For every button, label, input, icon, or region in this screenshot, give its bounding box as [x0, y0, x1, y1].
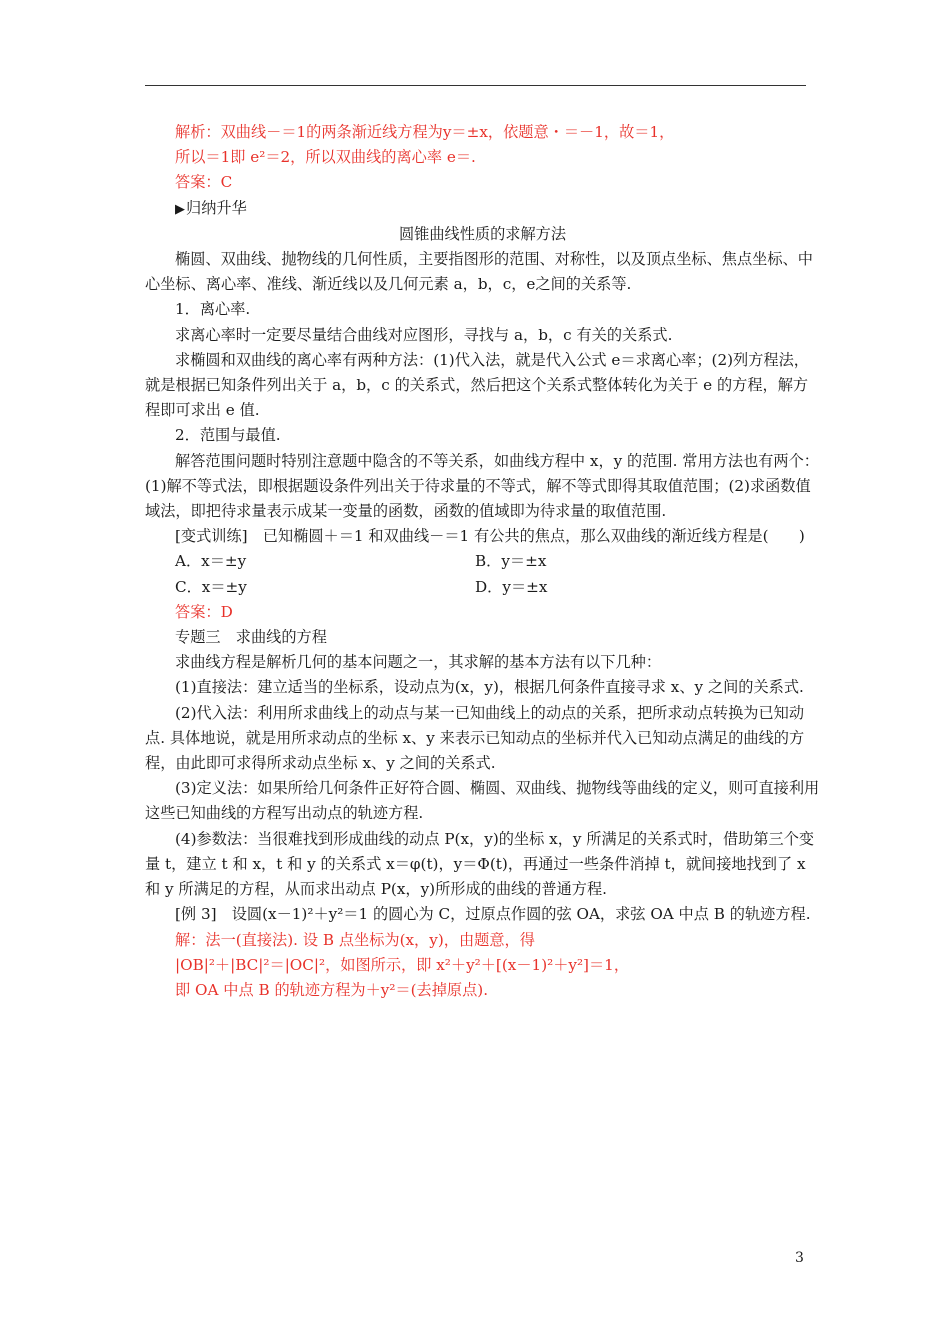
- example-question: [例 3] 设圆(x－1)²＋y²＝1 的圆心为 C，过原点作圆的弦 OA，求弦 OA 中点 B 的轨迹方程.: [175, 905, 811, 924]
- document-body: [145, 120, 820, 1003]
- page-number: 3: [795, 1250, 804, 1266]
- topic-heading: 专题三 求曲线的方程: [175, 628, 327, 647]
- paragraph: 椭圆、双曲线、抛物线的几何性质，主要指图形的范围、对称性，以及顶点坐标、焦点坐标、中心坐标、离心率、准线、渐近线以及几何元素 a，b，c，e之间的关系等.: [145, 250, 813, 294]
- option-a: A．x＝±y: [175, 552, 247, 571]
- method-paragraph: (2)代入法：利用所求曲线上的动点与某一已知曲线上的动点的关系，把所求动点转换为已知动点. 具体地说，就是用所求动点的坐标 x、y 来表示已知动点的坐标并代入已知动点满足的曲线的方程，由此即可求得所求动点坐标 x、y 之间的关系式.: [145, 703, 805, 773]
- answer-line: 答案：C: [175, 173, 233, 192]
- exercise-question: [变式训练] 已知椭圆＋＝1 和双曲线－＝1 有公共的焦点，那么双曲线的渐近线方程是( ): [175, 527, 805, 546]
- method-paragraph: (3)定义法：如果所给几何条件正好符合圆、椭圆、双曲线、抛物线等曲线的定义，则可直接利用这些已知曲线的方程写出动点的轨迹方程.: [145, 779, 820, 823]
- triangle-right-icon: ▶: [175, 201, 185, 217]
- section-title: 圆锥曲线性质的求解方法: [398, 224, 567, 243]
- solution-line: 即 OA 中点 B 的轨迹方程为＋y²＝(去掉原点).: [175, 980, 489, 999]
- method-paragraph: (4)参数法：当很难找到形成曲线的动点 P(x，y)的坐标 x，y 所满足的关系式时，借助第三个变量 t，建立 t 和 x，t 和 y 的关系式 x＝φ(t)，y＝Φ(t)，再通过一些条件消掉 t，就间接地找到了 x 和 y 所满足的方程，从而求出动点 P(x，y)所形成的曲线的普通方程.: [145, 829, 815, 899]
- solution-line: 解：法一(直接法). 设 B 点坐标为(x，y)，由题意，得: [175, 930, 535, 949]
- paragraph: 求曲线方程是解析几何的基本问题之一，其求解的基本方法有以下几种：: [175, 653, 661, 672]
- option-c: C．x＝±y: [175, 577, 247, 596]
- section-heading: [145, 196, 820, 222]
- method-paragraph: (1)直接法：建立适当的坐标系，设动点为(x，y)，根据几何条件直接寻求 x、y 之间的关系式.: [175, 678, 804, 697]
- paragraph: 解答范围问题时特别注意题中隐含的不等关系，如曲线方程中 x，y 的范围. 常用方法也有两个：(1)解不等式法，即根据题设条件列出关于待求量的不等式，解不等式即得其取值范围；(2)求函数值域法，即把待求量表示成某一变量的函数，函数的值域即为待求量的取值范围.: [145, 451, 819, 521]
- solution-line: |OB|²＋|BC|²＝|OC|²，如图所示，即 x²＋y²＋[(x－1)²＋y²]＝1，: [175, 955, 630, 974]
- paragraph: 求椭圆和双曲线的离心率有两种方法：(1)代入法，就是代入公式 e＝求离心率；(2)列方程法，就是根据已知条件列出关于 a，b，c 的关系式，然后把这个关系式整体转化为关于 e 的方程，解方程即可求出 e 值.: [145, 350, 809, 420]
- option-b: B．y＝±x: [475, 552, 547, 571]
- section-heading-text: 归纳升华: [186, 198, 247, 217]
- options-row: [145, 549, 820, 574]
- options-row: [145, 575, 820, 600]
- subheading: 2．范围与最值.: [175, 426, 281, 445]
- solution-line: 所以＝1即 e²＝2，所以双曲线的离心率 e＝.: [175, 148, 476, 167]
- solution-line: 解析：双曲线－＝1的两条渐近线方程为y＝±x，依题意・＝－1，故＝1，: [175, 123, 675, 141]
- option-d: D．y＝±x: [475, 577, 548, 596]
- subheading: 1．离心率.: [175, 300, 251, 319]
- paragraph: 求离心率时一定要尽量结合曲线对应图形，寻找与 a，b，c 有关的关系式.: [175, 325, 673, 344]
- header-rule: [145, 85, 806, 86]
- answer-line: 答案：D: [175, 602, 233, 621]
